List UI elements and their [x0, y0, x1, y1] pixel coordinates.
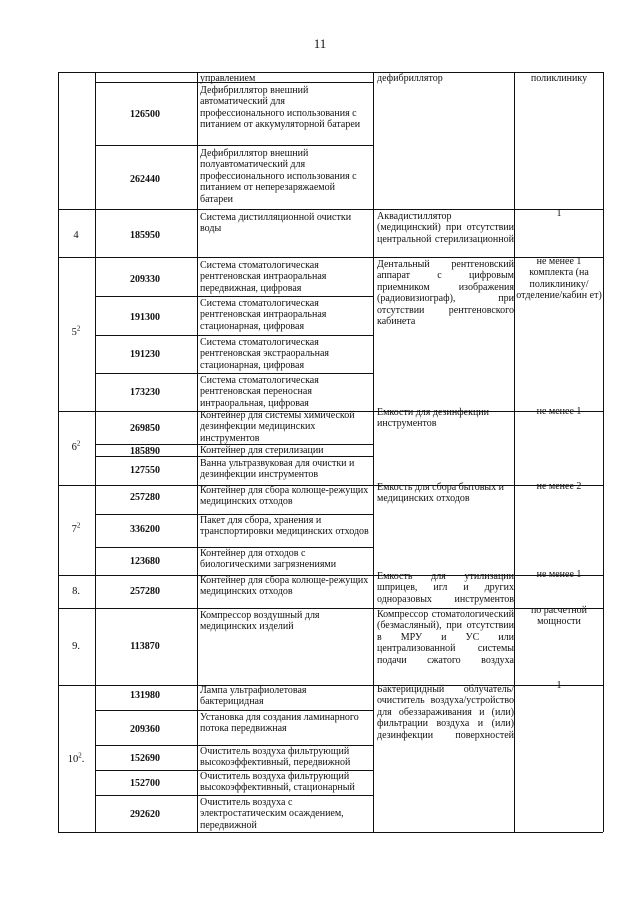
item-code: 292620 — [130, 809, 160, 820]
equipment-name: Дентальный рентгеновский аппарат с цифровым приемником изображения (радиовизиограф), при отсутствии рентгеновского кабинета — [377, 259, 514, 328]
item-code: 191230 — [130, 349, 160, 360]
item-code: 257280 — [130, 586, 160, 597]
row-number: 8. — [72, 586, 80, 597]
equipment-name: Компрессор стоматологический (безмасляный), при отсутствии в МРУ и УС или централизованной системы подачи сжатого воздуха — [377, 609, 514, 666]
item-name: Дефибриллятор внешний полуавтоматический для профессионального использования с питанием от неперезаряжаемой батареи — [200, 148, 357, 205]
equipment-table — [58, 72, 603, 832]
item-name: Очиститель воздуха с электростатическим осаждением, передвижной — [200, 797, 344, 831]
item-name: Контейнер для стерилизации — [200, 445, 324, 456]
equipment-name: Емкость для сбора бытовых и медицинских отходов — [377, 482, 505, 505]
equipment-name: Емкости для дезинфекции инструментов — [377, 407, 490, 430]
item-name: Очиститель воздуха фильтрующий высокоэффективный, передвижной — [200, 746, 351, 769]
item-name: Установка для создания ламинарного потока передвижная — [200, 712, 359, 735]
column-divider — [373, 72, 374, 832]
item-name: Контейнер для отходов с биологическими загрязнениями — [200, 548, 337, 571]
subrow-divider — [95, 795, 373, 796]
row-number: 4 — [73, 230, 79, 241]
equipment-name: Бактерицидный облучатель/очиститель воздуха/устройство для обеззараживания и (или) фильтрации воздуха и (или) дезинфекции поверхностей — [377, 684, 514, 741]
item-code: 126500 — [130, 109, 160, 120]
item-name: Дефибриллятор внешний автоматический для профессионального использования с питанием от аккумуляторной батареи — [200, 85, 361, 131]
item-name: Система дистилляционной очистки воды — [200, 212, 352, 235]
required-quantity: по расчетной мощности — [530, 605, 588, 628]
subrow-divider — [95, 335, 373, 336]
item-code: 262440 — [130, 174, 160, 185]
item-code: 127550 — [130, 465, 160, 476]
item-name: управлением — [200, 73, 256, 84]
item-code: 131980 — [130, 690, 160, 701]
item-name: Лампа ультрафиолетовая бактерицидная — [200, 685, 307, 708]
row-number: $7^2$ — [71, 521, 81, 535]
item-name: Система стоматологическая рентгеновская переносная интраоральная, цифровая — [200, 375, 319, 409]
item-code: 123680 — [130, 556, 160, 567]
required-quantity: 1 — [556, 208, 562, 219]
required-quantity: не менее 1 — [536, 406, 582, 417]
item-code: 257280 — [130, 492, 160, 503]
item-code: 113870 — [130, 641, 160, 652]
equipment-name: Емкость для утилизации шприцев, игл и других одноразовых инструментов — [377, 571, 514, 605]
required-quantity: не менее 1 комплекта (на поликлинику/ отделение/кабин ет) — [516, 256, 602, 302]
item-code: 336200 — [130, 524, 160, 535]
page-number: 11 — [313, 36, 327, 51]
item-name: Пакет для сбора, хранения и транспортировки медицинских отходов — [200, 515, 369, 538]
item-name: Контейнер для сбора колюще-режущих медицинских отходов — [200, 485, 369, 508]
item-name: Система стоматологическая рентгеновская интраоральная передвижная, цифровая — [200, 260, 327, 294]
required-quantity: 1 — [556, 680, 562, 691]
subrow-divider — [95, 710, 373, 711]
row-number: $6^2$ — [71, 439, 81, 453]
column-divider — [514, 72, 515, 832]
item-code: 209360 — [130, 724, 160, 735]
item-name: Ванна ультразвуковая для очистки и дезинфекции инструментов — [200, 458, 355, 481]
required-quantity: поликлинику — [530, 73, 588, 84]
subrow-divider — [95, 373, 373, 374]
table-border — [603, 72, 604, 832]
row-number: 9. — [72, 641, 80, 652]
subrow-divider — [95, 296, 373, 297]
item-code: 185950 — [130, 230, 160, 241]
item-name: Система стоматологическая рентгеновская экстраоральная стационарная, цифровая — [200, 337, 330, 371]
item-code: 152700 — [130, 778, 160, 789]
subrow-divider — [95, 145, 373, 146]
row-number: $10^2$. — [67, 751, 85, 765]
column-divider — [197, 72, 198, 832]
row-number: $5^2$ — [71, 324, 81, 338]
item-code: 191300 — [130, 312, 160, 323]
item-code: 173230 — [130, 387, 160, 398]
table-border — [58, 832, 603, 833]
required-quantity: не менее 1 — [536, 569, 582, 580]
item-name: Контейнер для системы химической дезинфекции медицинских инструментов — [200, 410, 355, 444]
item-code: 185890 — [130, 446, 160, 457]
item-name: Очиститель воздуха фильтрующий высокоэффективный, стационарный — [200, 771, 355, 794]
item-name: Система стоматологическая рентгеновская интраоральная стационарная, цифровая — [200, 298, 327, 332]
required-quantity: не менее 2 — [536, 481, 582, 492]
equipment-name: Аквадистиллятор (медицинский) при отсутствии центральной стерилизационной — [377, 211, 514, 245]
item-code: 269850 — [130, 423, 160, 434]
item-code: 152690 — [130, 753, 160, 764]
item-name: Компрессор воздушный для медицинских изделий — [200, 610, 320, 633]
item-code: 209330 — [130, 274, 160, 285]
equipment-name: дефибриллятор — [377, 73, 443, 84]
item-name: Контейнер для сбора колюще-режущих медицинских отходов — [200, 575, 369, 598]
